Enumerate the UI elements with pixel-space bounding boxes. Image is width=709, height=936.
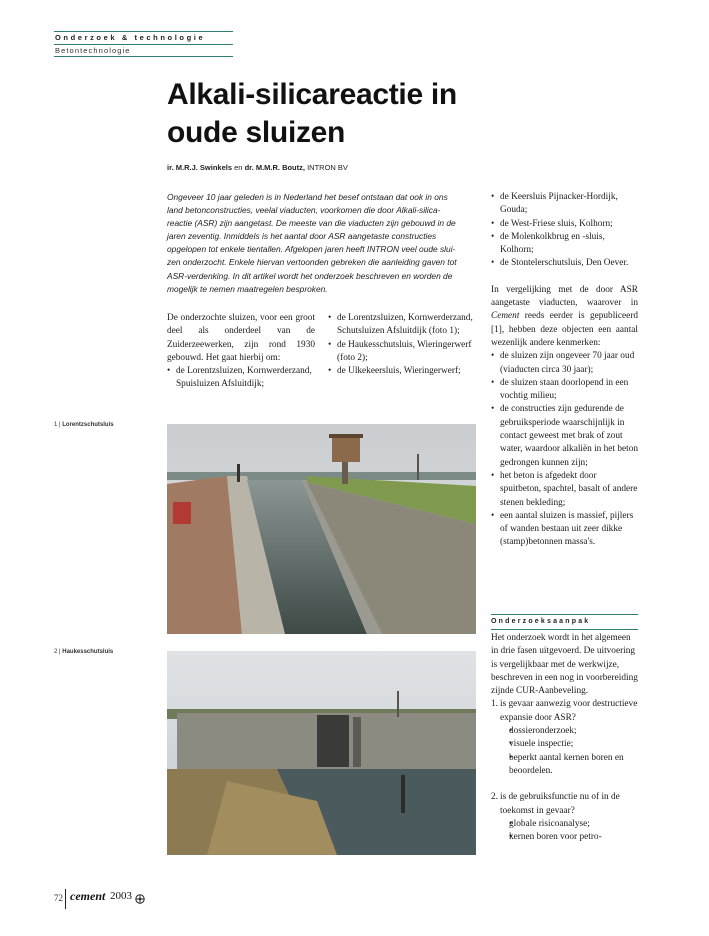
intro-line: reactie (ASR) zijn aangetast. De meeste van die viaducten zijn gebouwd in de: [167, 218, 456, 229]
step-item: [491, 698, 638, 778]
subsection-title: Betontechnologie: [55, 46, 131, 55]
sub-list: [500, 818, 638, 845]
intro-line: jaren zeventig. Inmiddels is het aantal door ASR aangetaste constructies: [167, 231, 437, 242]
caption-label: Haukesschutsluis: [62, 649, 114, 655]
lock-list: [167, 365, 315, 392]
step-number: 1.: [491, 699, 498, 710]
article-title-line1: Alkali-silicareactie in: [167, 78, 457, 111]
subheading-rule-bottom: [491, 629, 638, 630]
list-item: • globale risicoanalyse;: [500, 818, 638, 831]
intro-line: opgelopen tot enkele tientallen. Afgelopen jaren heeft INTRON veel oude slui-: [167, 244, 456, 255]
caption-label: Lorentzschutsluis: [62, 422, 114, 428]
body-paragraph: Het onderzoek wordt in het algemeen in drie fasen uitgevoerd. De uitvoering is vergelijkbaar met de werkwijze, beschreven in een nog in voorbereiding zijnde CUR-Aanbeveling.: [491, 633, 638, 697]
photo-haukesschutsluis: [167, 651, 476, 855]
footer-divider: [65, 889, 66, 909]
magazine-name: Cement: [491, 311, 520, 322]
body-column-3: [491, 191, 638, 550]
list-item: • het beton is afgedekt door spuitbeton, spachtel, basalt of andere stenen bekleding;: [491, 470, 638, 510]
para-text: In vergelijking met de door ASR aangetaste viaducten, waarover in: [491, 284, 638, 309]
step-text: is gevaar aanwezig voor destructieve expansie door ASR?: [500, 699, 638, 723]
photo-lorentzschutsluis: [167, 424, 476, 634]
list-item: • de Haukesschutsluis, Wieringerwerf (foto 2);: [328, 339, 478, 366]
list-item: • de Stontelerschutsluis, Den Oever.: [491, 257, 638, 270]
intro-line: Ongeveer 10 jaar geleden is in Nederland het besef ontstaan dat ook in ons: [167, 192, 448, 202]
body-column-2: [328, 312, 478, 378]
subheading-rule-top: [491, 614, 638, 615]
intro-paragraph: [167, 191, 478, 296]
section-rule-middle: [54, 44, 233, 45]
list-item: • de Ulkekeersluis, Wieringerwerf;: [328, 365, 478, 378]
photo-2-caption: 2 | Haukesschutsluis: [54, 649, 114, 655]
magazine-name: cement: [70, 889, 106, 903]
body-column-1: [167, 312, 315, 392]
list-item: • kernen boren voor petro-: [500, 831, 638, 844]
feature-list: [491, 350, 638, 549]
list-item: • beperkt aantal kernen boren en beoordelen.: [500, 752, 638, 779]
list-item: • de Molenkolkbrug en -sluis, Kolhorn;: [491, 231, 638, 258]
lock-list: [328, 312, 478, 378]
list-item: • de Lorentzsluizen, Kornwerderzand, Spuisluizen Afsluitdijk;: [167, 365, 315, 392]
list-item: • dossieronderzoek;: [500, 725, 638, 738]
byline-org: INTRON BV: [307, 163, 348, 172]
step-number: 2.: [491, 792, 498, 803]
list-item: • de West-Friese sluis, Kolhorn;: [491, 218, 638, 231]
intro-line: mogelijk te nemen maatregelen besproken.: [167, 283, 328, 294]
sub-list: [500, 725, 638, 778]
byline: [167, 163, 348, 172]
list-item: • een aantal sluizen is massief, pijlers of wanden bestaan uit zeer dikke (stamp)betonnen massa's.: [491, 510, 638, 550]
subheading: Onderzoeksaanpak: [491, 618, 591, 625]
intro-line: zen onderzocht. Enkele hiervan vertoonden gebreken die aanleiding gaven tot: [167, 257, 457, 268]
caption-number: 2: [54, 649, 58, 655]
list-item: • de Keersluis Pijnacker-Hordijk, Gouda;: [491, 191, 638, 218]
list-item: • de sluizen zijn ongeveer 70 jaar oud (viaducten circa 30 jaar);: [491, 350, 638, 377]
list-item: • de constructies zijn gedurende de gebruiksperiode waarschijnlijk in contact geweest met brak of zout water, waardoor alkaliën in het beton gedrongen kunnen zijn;: [491, 403, 638, 469]
step-text: is de gebruiksfunctie nu of in de toekomst in gevaar?: [500, 792, 620, 816]
caption-number: 1: [54, 422, 58, 428]
magazine-year: 2003: [110, 890, 132, 902]
body-paragraph: [491, 284, 638, 350]
list-item: • de sluizen staan doorlopend in een vochtig milieu;: [491, 377, 638, 404]
list-item: • de Lorentzsluizen, Kornwerderzand, Schutsluizen Afsluitdijk (foto 1);: [328, 312, 478, 339]
section-rule-top: [54, 31, 233, 32]
steps-list: [491, 698, 638, 844]
lock-list: [491, 191, 638, 271]
section-rule-bottom: [54, 56, 233, 57]
step-item: [491, 791, 638, 844]
body-column-3-lower: [491, 632, 638, 844]
author-1: ir. M.R.J. Swinkels: [167, 163, 233, 172]
section-title: Onderzoek & technologie: [55, 33, 206, 42]
list-item: • visuele inspectie;: [500, 738, 638, 751]
para-text: reeds eerder is gepubliceerd [1], hebben deze objecten een aantal wezenlijk andere kenmerken:: [491, 311, 638, 348]
article-title: [167, 76, 497, 152]
body-paragraph: De onderzochte sluizen, voor een groot deel als onderdeel van de Zuiderzeewerken, zijn rond 1930 gebouwd. Het gaat hierbij om:: [167, 313, 315, 363]
page-number: 72: [54, 893, 63, 903]
author-2: dr. M.M.R. Boutz,: [244, 163, 305, 172]
intro-line: ASR-verdenking. In dit artikel wordt het onderzoek beschreven en worden de: [167, 270, 453, 281]
article-title-line2: oude sluizen: [167, 116, 346, 149]
cement-logo-icon: [135, 891, 145, 901]
intro-line: land betonconstructies, veelal viaducten, voorkomen die door Alkali-silica-: [167, 205, 441, 216]
photo-1-caption: 1 | Lorentzschutsluis: [54, 422, 114, 428]
byline-and: en: [234, 163, 243, 172]
